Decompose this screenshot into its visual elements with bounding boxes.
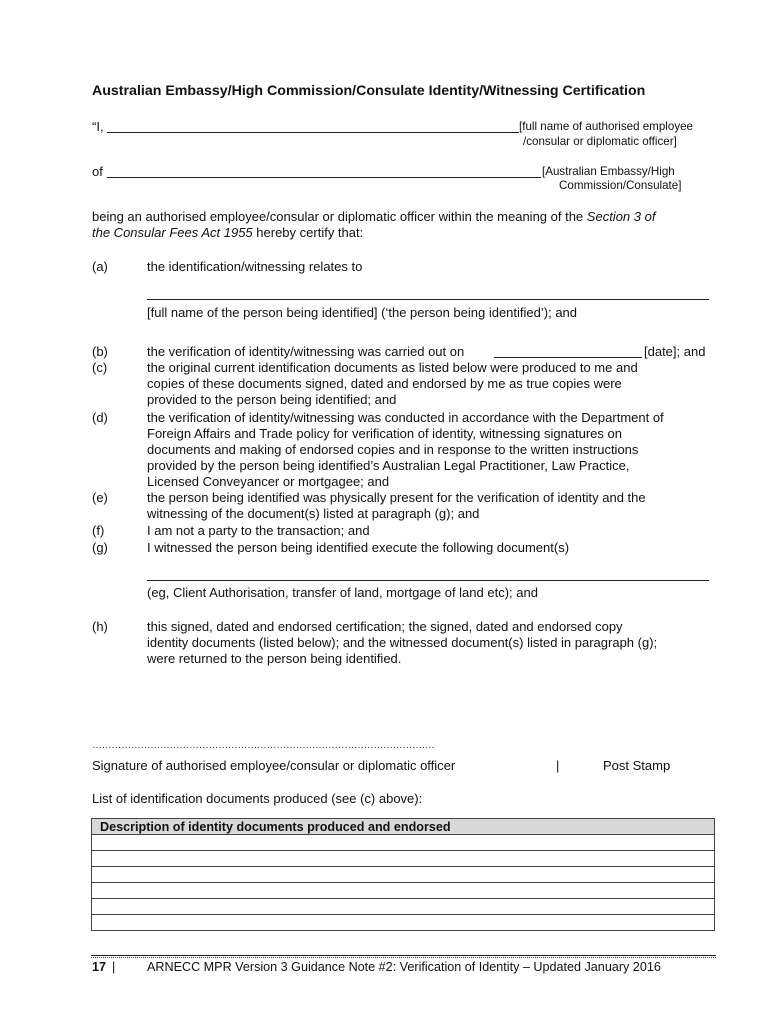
intro-part1: being an authorised employee/consular or diplomatic officer within the meaning of the: [92, 209, 584, 224]
footer-rule: [91, 955, 716, 958]
document-name-line[interactable]: [147, 580, 709, 581]
table-row[interactable]: [92, 835, 715, 851]
item-e-line1: the person being identified was physically present for the verification of identity and the: [147, 490, 646, 505]
of-prefix: of: [92, 164, 103, 179]
item-h-label: (h): [92, 619, 108, 634]
page-title: Australian Embassy/High Commission/Consulate Identity/Witnessing Certification: [92, 83, 646, 99]
footer-text: ARNECC MPR Version 3 Guidance Note #2: Verification of Identity – Updated January 2016: [147, 960, 661, 974]
table-row[interactable]: [92, 867, 715, 883]
item-a-note: [full name of the person being identified] (‘the person being identified’); and: [147, 305, 578, 320]
table-row[interactable]: [92, 899, 715, 915]
item-d-line1: the verification of identity/witnessing was conducted in accordance with the Department of: [147, 410, 664, 425]
footer-page-number: 17: [92, 960, 107, 974]
intro-italic2: the Consular Fees Act 1955: [92, 225, 253, 240]
intro-part2: hereby certify that:: [252, 225, 364, 240]
signature-label: Signature of authorised employee/consular or diplomatic officer: [92, 758, 456, 773]
post-stamp-label: Post Stamp: [603, 758, 671, 773]
item-d-label: (d): [92, 410, 108, 425]
item-b-text: the verification of identity/witnessing was carried out on: [147, 344, 465, 359]
item-f-text: I am not a party to the transaction; and: [147, 523, 370, 538]
item-b-after: [date]; and: [644, 344, 706, 359]
table-row[interactable]: [92, 883, 715, 899]
item-a-text: the identification/witnessing relates to: [147, 259, 363, 274]
intro-line1: [92, 209, 655, 224]
intro-italic1: Section 3 of: [586, 209, 656, 224]
item-d-line5: Licensed Conveyancer or mortgagee; and: [147, 474, 390, 489]
item-c-label: (c): [92, 360, 108, 375]
item-h-line1: this signed, dated and endorsed certification; the signed, dated and endorsed copy: [147, 619, 623, 634]
of-bracket-line2: Commission/Consulate]: [559, 179, 682, 192]
identity-docs-table: [91, 818, 715, 931]
item-d-line2: Foreign Affairs and Trade policy for verification of identity, witnessing signatures on: [147, 426, 622, 441]
i-prefix: “I,: [92, 119, 104, 134]
item-h-line3: were returned to the person being identified.: [147, 651, 402, 666]
footer-separator: |: [112, 960, 116, 974]
item-c-line2: copies of these documents signed, dated and endorsed by me as true copies were: [147, 376, 622, 391]
item-d-text: [147, 410, 664, 490]
item-g-text: I witnessed the person being identified execute the following document(s): [147, 540, 570, 555]
item-b-label: (b): [92, 344, 108, 359]
item-e-line2: witnessing of the document(s) listed at paragraph (g); and: [147, 506, 480, 521]
item-c-line1: the original current identification documents as listed below were produced to me and: [147, 360, 638, 375]
item-h-text: [147, 619, 657, 667]
table-row[interactable]: [92, 851, 715, 867]
item-g-note: (eg, Client Authorisation, transfer of land, mortgage of land etc); and: [147, 585, 538, 600]
item-d-line4: provided by the person being identified’s Australian Legal Practitioner, Law Practice,: [147, 458, 630, 473]
item-h-line2: identity documents (listed below); and the witnessed document(s) listed in paragraph (g);: [147, 635, 658, 650]
identified-person-line[interactable]: [147, 299, 709, 300]
i-bracket-line1: [full name of authorised employee: [519, 120, 694, 133]
item-a-label: (a): [92, 259, 108, 274]
of-bracket-line1: [Australian Embassy/High: [542, 165, 675, 178]
date-line[interactable]: [494, 357, 642, 358]
docs-list-label: List of identification documents produced (see (c) above):: [92, 791, 423, 806]
i-bracket-line2: /consular or diplomatic officer]: [523, 135, 677, 148]
item-g-label: (g): [92, 540, 108, 555]
signature-separator: |: [556, 758, 560, 773]
table-row[interactable]: [92, 915, 715, 931]
intro-line2: [92, 225, 363, 240]
table-header: Description of identity documents produced and endorsed: [92, 819, 715, 835]
item-f-label: (f): [92, 523, 105, 538]
embassy-name-line[interactable]: [107, 177, 541, 178]
signature-dots[interactable]: …………………………………………………………………………………………….: [92, 740, 434, 751]
item-c-text: [147, 360, 638, 408]
item-d-line3: documents and making of endorsed copies and in response to the written instructions: [147, 442, 639, 457]
item-e-label: (e): [92, 490, 108, 505]
item-c-line3: provided to the person being identified; and: [147, 392, 397, 407]
authorised-name-line[interactable]: [107, 132, 519, 133]
item-e-text: [147, 490, 646, 522]
